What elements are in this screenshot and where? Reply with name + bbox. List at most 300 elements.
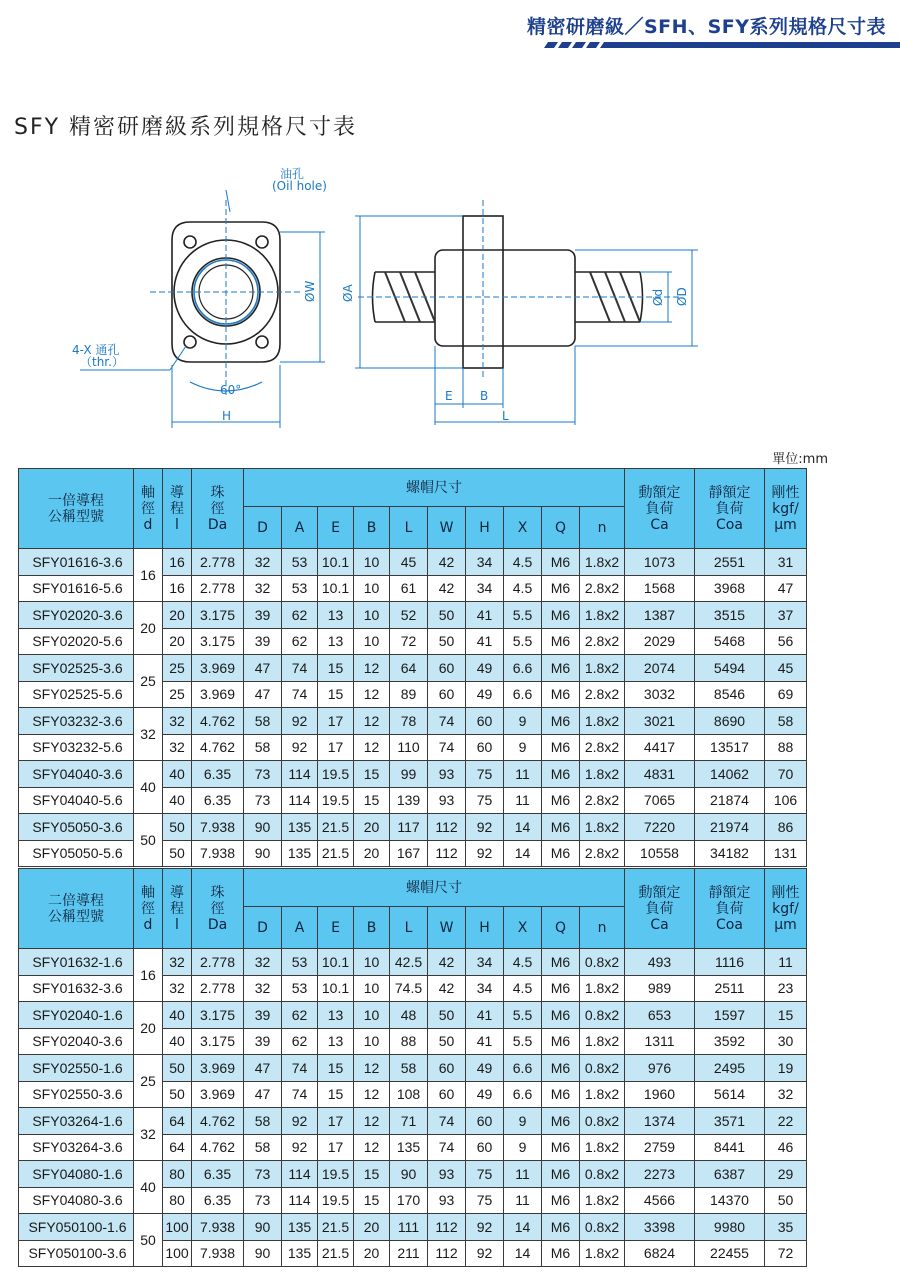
value-cell: 5614 bbox=[695, 1081, 765, 1108]
shaft-diameter-cell: 40 bbox=[134, 1161, 163, 1214]
value-cell: 41 bbox=[466, 602, 504, 629]
nut-sub-header-line: n bbox=[597, 519, 607, 536]
value-cell: 9 bbox=[504, 1108, 542, 1135]
value-cell: M6 bbox=[542, 1081, 580, 1108]
value-cell: 0.8x2 bbox=[580, 1214, 625, 1241]
value-cell: 73 bbox=[244, 787, 282, 814]
value-cell: 20 bbox=[354, 1214, 390, 1241]
value-cell: 14 bbox=[504, 1240, 542, 1267]
value-cell: 35 bbox=[765, 1214, 807, 1241]
value-cell: 1.8x2 bbox=[580, 1028, 625, 1055]
value-cell: 4831 bbox=[625, 761, 695, 788]
value-cell: 78 bbox=[390, 708, 428, 735]
static-load-header-line: 負荷 bbox=[715, 900, 744, 917]
ball-header-line: 徑 bbox=[210, 500, 225, 517]
value-cell: 62 bbox=[282, 1028, 318, 1055]
nut-sub-header-line: D bbox=[257, 919, 268, 936]
value-cell: 74 bbox=[428, 734, 466, 761]
nut-sub-header bbox=[354, 907, 390, 949]
value-cell: 32 bbox=[244, 549, 282, 576]
value-cell: 62 bbox=[282, 628, 318, 655]
model-cell: SFY05050-3.6 bbox=[19, 814, 134, 841]
value-cell: 100 bbox=[163, 1240, 192, 1267]
value-cell: 42 bbox=[428, 575, 466, 602]
dyn-load-header bbox=[625, 469, 695, 549]
value-cell: 135 bbox=[282, 814, 318, 841]
nut-sub-header bbox=[466, 907, 504, 949]
value-cell: 0.8x2 bbox=[580, 949, 625, 976]
value-cell: 1.8x2 bbox=[580, 1240, 625, 1267]
model-cell: SFY01632-3.6 bbox=[19, 975, 134, 1002]
value-cell: 89 bbox=[390, 681, 428, 708]
value-cell: 0.8x2 bbox=[580, 1108, 625, 1135]
value-cell: 15 bbox=[354, 787, 390, 814]
value-cell: 72 bbox=[765, 1240, 807, 1267]
oil-hole-label-cn: 油孔 bbox=[280, 167, 305, 181]
model-cell: SFY03232-3.6 bbox=[19, 708, 134, 735]
value-cell: 45 bbox=[390, 549, 428, 576]
model-cell: SFY03264-3.6 bbox=[19, 1134, 134, 1161]
value-cell: 1.8x2 bbox=[580, 975, 625, 1002]
value-cell: 93 bbox=[428, 787, 466, 814]
nut-sub-header-line: E bbox=[331, 919, 340, 936]
value-cell: 2551 bbox=[695, 549, 765, 576]
table-row bbox=[19, 1108, 807, 1135]
value-cell: 1.8x2 bbox=[580, 1134, 625, 1161]
nut-sub-header bbox=[282, 907, 318, 949]
lead-header-line: l bbox=[175, 516, 179, 533]
ball-header-line: Da bbox=[207, 516, 228, 533]
value-cell: 64 bbox=[390, 655, 428, 682]
model-header-line: 二倍導程 bbox=[48, 892, 104, 909]
model-header bbox=[19, 869, 134, 949]
model-cell: SFY04040-5.6 bbox=[19, 787, 134, 814]
nut-sub-header bbox=[390, 907, 428, 949]
value-cell: 976 bbox=[625, 1055, 695, 1082]
shaft-header-line: 軸 bbox=[141, 484, 155, 501]
value-cell: M6 bbox=[542, 840, 580, 867]
value-cell: 4.5 bbox=[504, 575, 542, 602]
shaft-diameter-cell: 25 bbox=[134, 655, 163, 708]
value-cell: 3.175 bbox=[192, 602, 244, 629]
value-cell: 493 bbox=[625, 949, 695, 976]
value-cell: 2511 bbox=[695, 975, 765, 1002]
value-cell: 2.778 bbox=[192, 549, 244, 576]
value-cell: 12 bbox=[354, 1108, 390, 1135]
nut-sub-header bbox=[318, 907, 354, 949]
value-cell: 10.1 bbox=[318, 549, 354, 576]
value-cell: 58 bbox=[390, 1055, 428, 1082]
value-cell: 86 bbox=[765, 814, 807, 841]
value-cell: 1597 bbox=[695, 1002, 765, 1029]
nut-sub-header-line: B bbox=[366, 519, 377, 536]
value-cell: 4.762 bbox=[192, 1134, 244, 1161]
value-cell: 34 bbox=[466, 575, 504, 602]
value-cell: 62 bbox=[282, 1002, 318, 1029]
model-cell: SFY04080-1.6 bbox=[19, 1161, 134, 1188]
value-cell: 2273 bbox=[625, 1161, 695, 1188]
model-cell: SFY050100-3.6 bbox=[19, 1240, 134, 1267]
value-cell: 21.5 bbox=[318, 1240, 354, 1267]
nut-sub-header-line: X bbox=[517, 519, 528, 536]
dyn-load-header-line: 負荷 bbox=[645, 900, 674, 917]
value-cell: 12 bbox=[354, 734, 390, 761]
table-row bbox=[19, 1002, 807, 1029]
shaft-diameter-cell: 16 bbox=[134, 949, 163, 1002]
value-cell: M6 bbox=[542, 975, 580, 1002]
value-cell: 34 bbox=[466, 549, 504, 576]
value-cell: 41 bbox=[466, 1002, 504, 1029]
value-cell: M6 bbox=[542, 549, 580, 576]
static-load-header bbox=[695, 469, 765, 549]
value-cell: M6 bbox=[542, 1055, 580, 1082]
value-cell: 167 bbox=[390, 840, 428, 867]
value-cell: 1.8x2 bbox=[580, 1187, 625, 1214]
value-cell: 73 bbox=[244, 1187, 282, 1214]
value-cell: 112 bbox=[428, 814, 466, 841]
header-stripes bbox=[540, 42, 900, 48]
value-cell: 3515 bbox=[695, 602, 765, 629]
value-cell: 99 bbox=[390, 761, 428, 788]
value-cell: 7.938 bbox=[192, 1240, 244, 1267]
nut-sub-header-line: W bbox=[439, 519, 454, 536]
oil-hole-label-en: (Oil hole) bbox=[272, 179, 327, 193]
value-cell: 93 bbox=[428, 1161, 466, 1188]
value-cell: 20 bbox=[354, 840, 390, 867]
nut-header bbox=[244, 469, 625, 507]
value-cell: 9980 bbox=[695, 1214, 765, 1241]
value-cell: 39 bbox=[244, 602, 282, 629]
nut-sub-header bbox=[504, 907, 542, 949]
value-cell: 75 bbox=[466, 1187, 504, 1214]
value-cell: 4.5 bbox=[504, 549, 542, 576]
value-cell: 135 bbox=[282, 1214, 318, 1241]
lead-header-line: 導 bbox=[170, 484, 184, 501]
value-cell: 10 bbox=[354, 1028, 390, 1055]
value-cell: M6 bbox=[542, 1161, 580, 1188]
value-cell: 32 bbox=[163, 734, 192, 761]
value-cell: 20 bbox=[354, 1240, 390, 1267]
value-cell: 46 bbox=[765, 1134, 807, 1161]
value-cell: 2074 bbox=[625, 655, 695, 682]
nut-sub-header bbox=[542, 507, 580, 549]
value-cell: 0.8x2 bbox=[580, 1002, 625, 1029]
value-cell: 60 bbox=[466, 734, 504, 761]
value-cell: 16 bbox=[163, 575, 192, 602]
value-cell: 50 bbox=[163, 1055, 192, 1082]
value-cell: 8690 bbox=[695, 708, 765, 735]
value-cell: M6 bbox=[542, 575, 580, 602]
table-row bbox=[19, 708, 807, 735]
value-cell: 6.35 bbox=[192, 761, 244, 788]
value-cell: 2.8x2 bbox=[580, 681, 625, 708]
model-header-line: 公稱型號 bbox=[48, 508, 104, 525]
value-cell: 40 bbox=[163, 1028, 192, 1055]
value-cell: 3.175 bbox=[192, 1002, 244, 1029]
nut-sub-header-line: n bbox=[597, 919, 607, 936]
value-cell: 15 bbox=[354, 761, 390, 788]
value-cell: 50 bbox=[765, 1187, 807, 1214]
shaft-header bbox=[134, 869, 163, 949]
shaft-diameter-cell: 40 bbox=[134, 761, 163, 814]
value-cell: 90 bbox=[244, 1214, 282, 1241]
value-cell: 112 bbox=[428, 840, 466, 867]
value-cell: 92 bbox=[282, 1108, 318, 1135]
value-cell: 108 bbox=[390, 1081, 428, 1108]
value-cell: 10558 bbox=[625, 840, 695, 867]
value-cell: 60 bbox=[466, 1134, 504, 1161]
value-cell: 50 bbox=[163, 814, 192, 841]
value-cell: M6 bbox=[542, 1002, 580, 1029]
value-cell: 73 bbox=[244, 1161, 282, 1188]
value-cell: 60 bbox=[428, 681, 466, 708]
rigidity-header-line: 剛性 bbox=[771, 884, 800, 901]
value-cell: 70 bbox=[765, 761, 807, 788]
model-cell: SFY05050-5.6 bbox=[19, 840, 134, 867]
nut-sub-header-line: Q bbox=[554, 519, 567, 536]
value-cell: 92 bbox=[282, 708, 318, 735]
value-cell: 80 bbox=[163, 1161, 192, 1188]
value-cell: 10 bbox=[354, 949, 390, 976]
value-cell: 15 bbox=[318, 1055, 354, 1082]
nut-sub-header bbox=[504, 507, 542, 549]
value-cell: 5.5 bbox=[504, 628, 542, 655]
nut-sub-header-line: X bbox=[517, 919, 528, 936]
model-cell: SFY02020-5.6 bbox=[19, 628, 134, 655]
table-row bbox=[19, 602, 807, 629]
value-cell: 2.8x2 bbox=[580, 840, 625, 867]
value-cell: M6 bbox=[542, 1240, 580, 1267]
value-cell: 72 bbox=[390, 628, 428, 655]
value-cell: 2.8x2 bbox=[580, 787, 625, 814]
value-cell: M6 bbox=[542, 708, 580, 735]
value-cell: 12 bbox=[354, 1081, 390, 1108]
value-cell: 9 bbox=[504, 708, 542, 735]
value-cell: 4.762 bbox=[192, 734, 244, 761]
nut-sub-header-line: H bbox=[479, 919, 490, 936]
value-cell: 114 bbox=[282, 1161, 318, 1188]
dyn-load-header-line: 動額定 bbox=[638, 484, 681, 501]
value-cell: 37 bbox=[765, 602, 807, 629]
value-cell: 23 bbox=[765, 975, 807, 1002]
value-cell: 13517 bbox=[695, 734, 765, 761]
model-cell: SFY02040-3.6 bbox=[19, 1028, 134, 1055]
value-cell: 92 bbox=[466, 1214, 504, 1241]
value-cell: 47 bbox=[244, 1055, 282, 1082]
value-cell: 110 bbox=[390, 734, 428, 761]
value-cell: 131 bbox=[765, 840, 807, 867]
value-cell: 14 bbox=[504, 1214, 542, 1241]
value-cell: 75 bbox=[466, 787, 504, 814]
value-cell: 50 bbox=[428, 1028, 466, 1055]
value-cell: 21874 bbox=[695, 787, 765, 814]
shaft-diameter-cell: 20 bbox=[134, 602, 163, 655]
static-load-header-line: 靜額定 bbox=[708, 484, 751, 501]
static-load-header bbox=[695, 869, 765, 949]
angle-label: 60° bbox=[220, 383, 242, 397]
value-cell: 12 bbox=[354, 708, 390, 735]
value-cell: 32 bbox=[163, 975, 192, 1002]
value-cell: 47 bbox=[244, 681, 282, 708]
thru-hole-label-cn: 4-X 通孔 bbox=[72, 343, 120, 357]
value-cell: 42 bbox=[428, 949, 466, 976]
nut-sub-header bbox=[244, 507, 282, 549]
value-cell: 170 bbox=[390, 1187, 428, 1214]
value-cell: 17 bbox=[318, 708, 354, 735]
value-cell: 8441 bbox=[695, 1134, 765, 1161]
value-cell: M6 bbox=[542, 602, 580, 629]
value-cell: 25 bbox=[163, 681, 192, 708]
nut-sub-header bbox=[354, 507, 390, 549]
model-cell: SFY03232-5.6 bbox=[19, 734, 134, 761]
value-cell: 60 bbox=[466, 708, 504, 735]
value-cell: 10 bbox=[354, 628, 390, 655]
model-header-line: 公稱型號 bbox=[48, 908, 104, 925]
model-cell: SFY050100-1.6 bbox=[19, 1214, 134, 1241]
model-cell: SFY02020-3.6 bbox=[19, 602, 134, 629]
rigidity-header-line: 剛性 bbox=[771, 484, 800, 501]
nut-sub-header bbox=[282, 507, 318, 549]
nut-sub-header bbox=[466, 507, 504, 549]
value-cell: 74 bbox=[282, 1055, 318, 1082]
value-cell: 48 bbox=[390, 1002, 428, 1029]
value-cell: M6 bbox=[542, 761, 580, 788]
value-cell: 13 bbox=[318, 628, 354, 655]
value-cell: 34182 bbox=[695, 840, 765, 867]
value-cell: 29 bbox=[765, 1161, 807, 1188]
dim-D-label: ØD bbox=[675, 287, 689, 306]
value-cell: 50 bbox=[428, 628, 466, 655]
value-cell: 60 bbox=[428, 1081, 466, 1108]
value-cell: 2.8x2 bbox=[580, 734, 625, 761]
value-cell: 58 bbox=[244, 1134, 282, 1161]
value-cell: 74 bbox=[428, 1134, 466, 1161]
model-cell: SFY01632-1.6 bbox=[19, 949, 134, 976]
value-cell: 1960 bbox=[625, 1081, 695, 1108]
value-cell: 6.35 bbox=[192, 1187, 244, 1214]
value-cell: M6 bbox=[542, 734, 580, 761]
value-cell: 50 bbox=[428, 602, 466, 629]
value-cell: 11 bbox=[504, 1161, 542, 1188]
value-cell: 40 bbox=[163, 1002, 192, 1029]
value-cell: 9 bbox=[504, 734, 542, 761]
value-cell: 15 bbox=[318, 681, 354, 708]
ball-header-line: Da bbox=[207, 916, 228, 933]
value-cell: 93 bbox=[428, 761, 466, 788]
value-cell: 14370 bbox=[695, 1187, 765, 1214]
ball-header-line: 珠 bbox=[210, 484, 225, 501]
static-load-header-line: Coa bbox=[716, 916, 743, 933]
lead-header-line: l bbox=[175, 916, 179, 933]
dim-l-label: L bbox=[502, 409, 509, 423]
value-cell: 100 bbox=[163, 1214, 192, 1241]
value-cell: M6 bbox=[542, 1028, 580, 1055]
shaft-diameter-cell: 50 bbox=[134, 814, 163, 867]
value-cell: M6 bbox=[542, 1108, 580, 1135]
value-cell: 10.1 bbox=[318, 949, 354, 976]
lead-header-line: 導 bbox=[170, 884, 184, 901]
value-cell: 21.5 bbox=[318, 814, 354, 841]
value-cell: 0.8x2 bbox=[580, 1161, 625, 1188]
value-cell: 53 bbox=[282, 949, 318, 976]
value-cell: 5.5 bbox=[504, 1002, 542, 1029]
value-cell: 21.5 bbox=[318, 840, 354, 867]
spec-table-single-lead bbox=[18, 468, 807, 867]
value-cell: 1073 bbox=[625, 549, 695, 576]
table-row bbox=[19, 549, 807, 576]
value-cell: 22 bbox=[765, 1108, 807, 1135]
value-cell: 32 bbox=[163, 708, 192, 735]
value-cell: 73 bbox=[244, 761, 282, 788]
dim-a-label: ØA bbox=[341, 284, 355, 302]
shaft-header-line: d bbox=[143, 916, 153, 933]
value-cell: 111 bbox=[390, 1214, 428, 1241]
lead-header-line: 程 bbox=[170, 500, 184, 517]
value-cell: 15 bbox=[354, 1187, 390, 1214]
value-cell: 50 bbox=[163, 840, 192, 867]
model-cell: SFY01616-3.6 bbox=[19, 549, 134, 576]
unit-label: 單位:mm bbox=[772, 452, 828, 467]
spec-table-double-lead bbox=[18, 868, 807, 1267]
value-cell: 7.938 bbox=[192, 814, 244, 841]
value-cell: 62 bbox=[282, 602, 318, 629]
nut-sub-header bbox=[244, 907, 282, 949]
value-cell: 49 bbox=[466, 681, 504, 708]
value-cell: 1.8x2 bbox=[580, 549, 625, 576]
value-cell: 21974 bbox=[695, 814, 765, 841]
dyn-load-header-line: Ca bbox=[650, 916, 669, 933]
value-cell: 1.8x2 bbox=[580, 708, 625, 735]
value-cell: 2.8x2 bbox=[580, 575, 625, 602]
value-cell: 6.35 bbox=[192, 787, 244, 814]
value-cell: 41 bbox=[466, 628, 504, 655]
value-cell: 10 bbox=[354, 549, 390, 576]
shaft-header-line: 徑 bbox=[141, 500, 155, 517]
value-cell: 11 bbox=[504, 761, 542, 788]
value-cell: 4.5 bbox=[504, 949, 542, 976]
value-cell: 2029 bbox=[625, 628, 695, 655]
value-cell: 92 bbox=[282, 734, 318, 761]
value-cell: 32 bbox=[244, 975, 282, 1002]
model-header bbox=[19, 469, 134, 549]
value-cell: 6824 bbox=[625, 1240, 695, 1267]
nut-sub-header bbox=[390, 507, 428, 549]
value-cell: 3.175 bbox=[192, 628, 244, 655]
value-cell: 112 bbox=[428, 1214, 466, 1241]
value-cell: 2.8x2 bbox=[580, 628, 625, 655]
value-cell: 20 bbox=[354, 814, 390, 841]
value-cell: 32 bbox=[765, 1081, 807, 1108]
value-cell: 1.8x2 bbox=[580, 602, 625, 629]
rigidity-header-line: kgf/ bbox=[772, 900, 799, 917]
model-cell: SFY04040-3.6 bbox=[19, 761, 134, 788]
value-cell: 1.8x2 bbox=[580, 1081, 625, 1108]
value-cell: 90 bbox=[244, 840, 282, 867]
value-cell: 3571 bbox=[695, 1108, 765, 1135]
side-view bbox=[373, 216, 643, 368]
value-cell: 45 bbox=[765, 655, 807, 682]
nut-sub-header bbox=[542, 907, 580, 949]
value-cell: 3592 bbox=[695, 1028, 765, 1055]
value-cell: 34 bbox=[466, 949, 504, 976]
value-cell: 58 bbox=[244, 1108, 282, 1135]
value-cell: 10 bbox=[354, 1002, 390, 1029]
value-cell: 17 bbox=[318, 1108, 354, 1135]
rigidity-header-line: μm bbox=[774, 516, 797, 533]
value-cell: 74 bbox=[428, 708, 466, 735]
value-cell: M6 bbox=[542, 1134, 580, 1161]
nut-header-line: 螺帽尺寸 bbox=[406, 879, 462, 896]
